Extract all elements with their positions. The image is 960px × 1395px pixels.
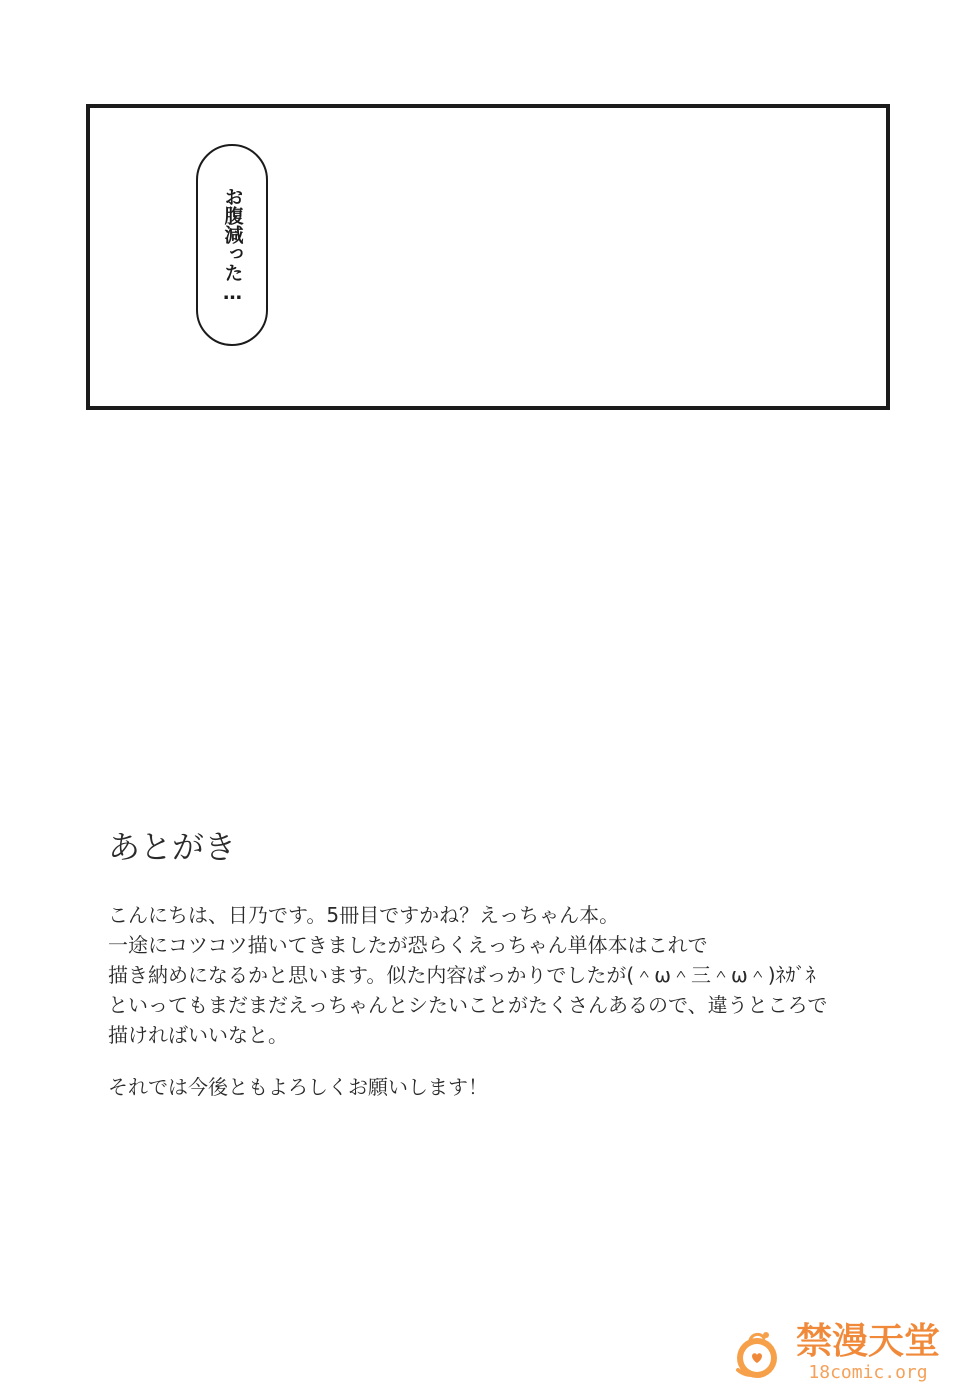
afterword-section bbox=[108, 828, 888, 1102]
afterword-line: 一途にコツコツ描いてきましたが恐らくえっちゃん単体本はこれで bbox=[108, 933, 708, 958]
afterword-line: こんにちは、日乃です。5冊目ですかね？えっちゃん本。 bbox=[108, 903, 620, 928]
watermark bbox=[730, 1314, 950, 1390]
watermark-domain: 18comic.org bbox=[808, 1362, 928, 1383]
watermark-title: 禁漫天堂 bbox=[795, 1321, 940, 1362]
speech-bubble-text: お腹減った… bbox=[221, 186, 244, 304]
afterword-line: 描き納めになるかと思います。似た内容ばっかりでしたが(＾ω＾三＾ω＾)ﾈｶﾞﾈ bbox=[108, 963, 816, 988]
paragraph-spacer bbox=[108, 1050, 888, 1072]
afterword-line: といってもまだまだえっちゃんとシたいことがたくさんあるので、違うところで bbox=[108, 993, 828, 1018]
mascot-icon bbox=[730, 1326, 784, 1380]
afterword-body bbox=[108, 900, 888, 1102]
watermark-text-block bbox=[788, 1322, 948, 1384]
afterword-closing: それでは今後ともよろしくお願いします！ bbox=[108, 1075, 488, 1100]
afterword-title: あとがき bbox=[108, 828, 237, 866]
afterword-line: 描ければいいなと。 bbox=[108, 1023, 288, 1048]
comic-panel bbox=[86, 104, 890, 410]
speech-bubble bbox=[196, 144, 268, 346]
